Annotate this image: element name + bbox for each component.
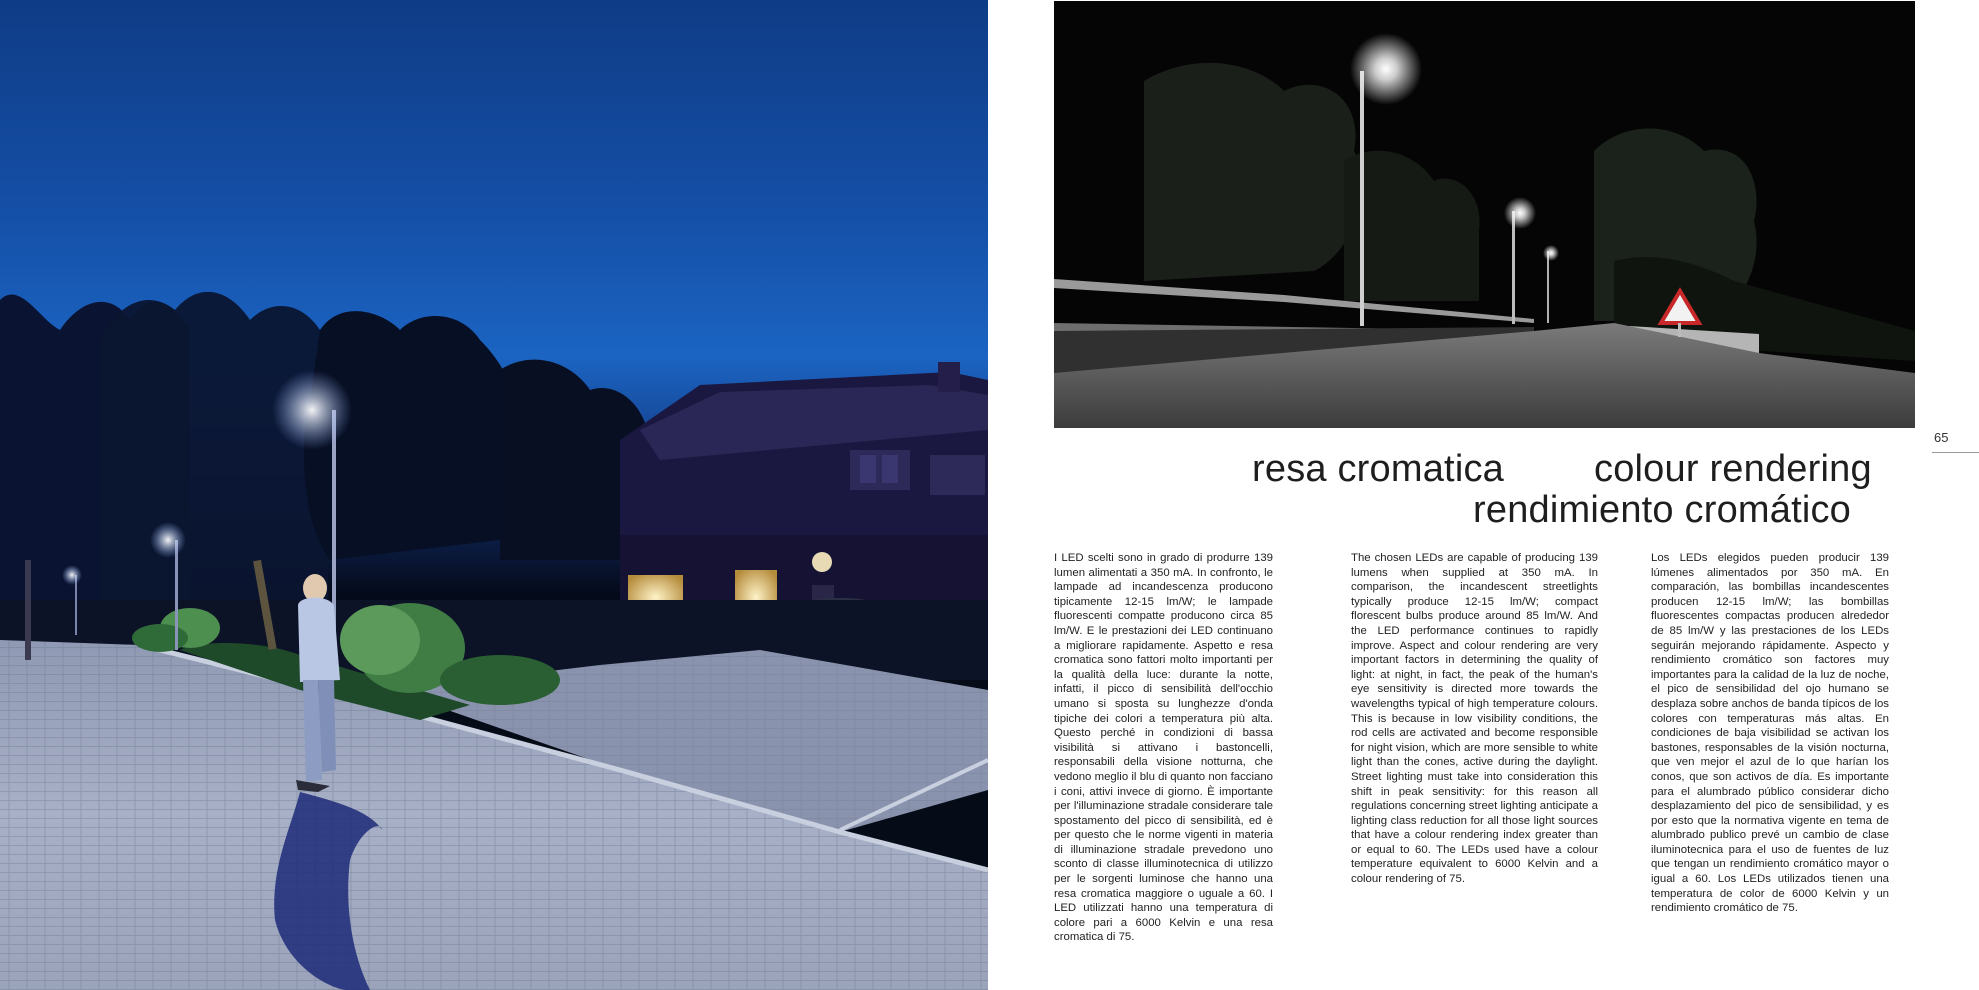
heading-spanish: rendimiento cromático xyxy=(1473,489,1852,531)
body-column-italian: I LED scelti sono in grado di produrre 139 lumen alimentati a 350 mA. In confronto, le lampade ad incandescenza producono tipicamente 12-15 lm/W; le lampade fluorescenti compatte producono circa 85 lm/W. E le prestazioni dei LED continuano a migliorare rapidamente. Aspetto e resa cromatica sono fattori molto importanti per la qualità della luce: durante la notte, infatti, il picco di sensibilità dell'occhio umano si sposta su lunghezze d'onda tipiche dei colori a temperatura più alta. Questo perché in condizioni di bassa visibilità si attivano i bastoncelli, responsabili della visione notturna, che vedono meglio il blu di quanto non facciano i coni, attivi invece di giorno. È importante per l'illuminazione stradale considerare tale spostamento del picco di sensibilità, ed è per questo che le norme vigenti in materia di illuminazione stradale prevedono uno sconto di classe illuminotecnica di utilizzo per le sorgenti luminose che hanno una resa cromatica maggiore o uguale a 60. I LED utilizzati hanno una temperatura di colore pari a 6000 Kelvin e una resa cromatica di 75. xyxy=(1054,552,1273,944)
heading-italian: resa cromatica xyxy=(1252,448,1504,490)
heading-english: colour rendering xyxy=(1594,448,1872,490)
page-number: 65 xyxy=(1934,430,1949,445)
photo-night-road xyxy=(1054,1,1915,428)
body-column-spanish: Los LEDs elegidos pueden producir 139 lúmenes alimentados por 350 mA. En comparación, las bombillas incandescentes producen 12-15 lm/W; las bombillas fluorescentes compactas producen alrededor de 85 lm/W y las prestaciones de los LEDs seguirán mejorando rápidamente. Aspecto y rendimiento cromático son factores muy importantes para la calidad de la luz de noche, el pico de sensibilidad del ojo humano se desplaza sobre anchos de banda típicos de los colores con temperaturas más altas. En condiciones de baja visibilidad se activan los bastones, responsables de la visión nocturna, que ven mejor el azul de lo que harían los conos, que son activos de día. Es importante para el alumbrado público considerar dicho desplazamiento del pico de sensibilidad, y es por esto que la normativa vigente en tema de alumbrado publico prevé un cambio de clase iluminotecnica para el uso de fuentes de luz que tengan un rendimiento cromático mayor o igual a 60. Los LEDs utilizados tienen una temperatura de color de 6000 Kelvin y un rendimiento cromático de 75. xyxy=(1651,552,1889,915)
page-number-rule xyxy=(1932,452,1979,453)
body-column-english: The chosen LEDs are capable of producing 139 lumens when supplied at 350 mA. In comparison, the incandescent streetlights typically produce 12-15 lm/W; compact florescent bulbs produce around 85 lm/W. And the LED performance continues to rapidly improve. Aspect and colour rendering are very important factors in determining the quality of light: at night, in fact, the peak of the human's eye sensitivity is directed more towards the wavelengths typical of high temperature colours. This is because in low visibility conditions, the rod cells are activated and become responsible for night vision, which are more sensible to white light than the cones, active during the daylight. Street lighting must take into consideration this shift in peak sensitivity: for this reason all regulations concerning street lighting anticipate a lighting class reduction for all those light sources that have a colour rendering index greater than or equal to 60. The LEDs used have a colour temperature equivalent to 6000 Kelvin and a colour rendering of 75. xyxy=(1351,552,1598,886)
photo-street-dusk xyxy=(0,0,988,990)
